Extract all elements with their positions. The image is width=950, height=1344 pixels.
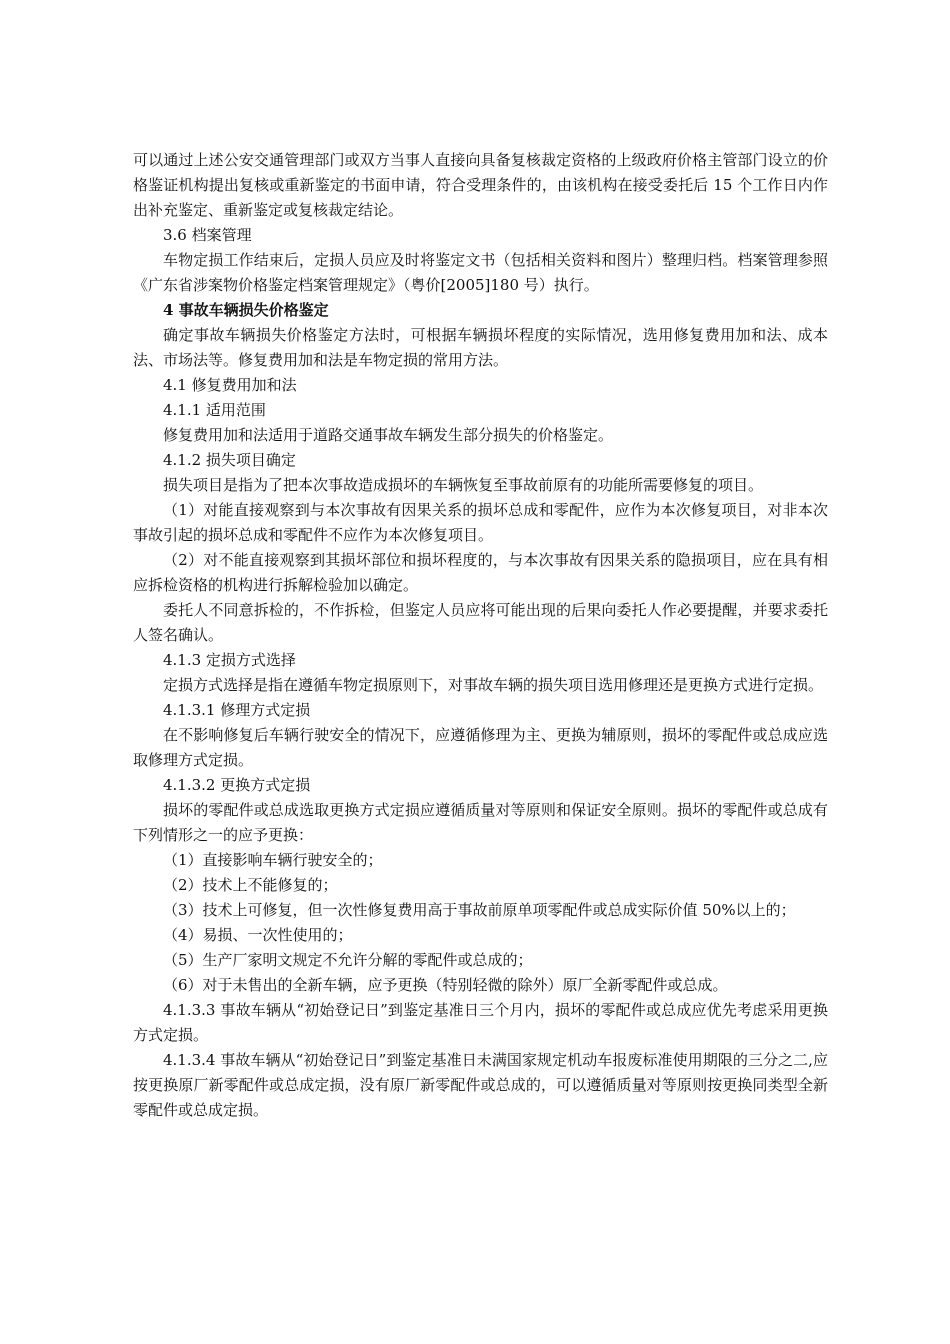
section-heading-4: 4 事故车辆损失价格鉴定 (163, 301, 329, 319)
paragraph-loss-items: 损失项目是指为了把本次事故造成损坏的车辆恢复至事故前原有的功能所需要修复的项目。 (163, 476, 764, 494)
document-body (133, 148, 828, 1123)
paragraph-continuation: 可以通过上述公安交通管理部门或双方当事人直接向具备复核裁定资格的上级政府价格主管部门设立的价格鉴证机构提出复核或重新鉴定的书面申请，符合受理条件的，由该机构在接受委托后 15 个工作日内作出补充鉴定、重新鉴定或复核裁定结论。 (133, 151, 828, 219)
list-item: （1）直接影响车辆行驶安全的； (163, 851, 383, 869)
paragraph-archive: 车物定损工作结束后，定损人员应及时将鉴定文书（包括相关资料和图片）整理归档。档案管理参照《广东省涉案物价格鉴定档案管理规定》（粤价[2005]180 号）执行。 (133, 251, 828, 294)
paragraph-methods: 确定事故车辆损失价格鉴定方法时，可根据车辆损坏程度的实际情况，选用修复费用加和法、成本法、市场法等。修复费用加和法是车物定损的常用方法。 (133, 326, 828, 369)
section-4-1-3-4: 4.1.3.4 事故车辆从“初始登记日”到鉴定基准日未满国家规定机动车报废标准使用期限的三分之二,应按更换原厂新零配件或总成定损，没有原厂新零配件或总成的，可以遵循质量对等原则按更换同类型全新零配件或总成定损。 (133, 1051, 828, 1119)
paragraph-replacement: 损坏的零配件或总成选取更换方式定损应遵循质量对等原则和保证安全原则。损坏的零配件或总成有下列情形之一的应予更换： (133, 801, 828, 844)
section-heading-4-1-3: 4.1.3 定损方式选择 (163, 651, 296, 669)
list-item: （2）技术上不能修复的； (163, 876, 338, 894)
paragraph-repair: 在不影响修复后车辆行驶安全的情况下，应遵循修理为主、更换为辅原则，损坏的零配件或总成应选取修理方式定损。 (133, 726, 828, 769)
section-heading-4-1-2: 4.1.2 损失项目确定 (163, 451, 296, 469)
section-heading-4-1: 4.1 修复费用加和法 (163, 376, 297, 394)
list-item: （6）对于未售出的全新车辆，应予更换（特别轻微的除外）原厂全新零配件或总成。 (163, 976, 728, 994)
section-heading-4-1-1: 4.1.1 适用范围 (163, 401, 266, 419)
paragraph-scope: 修复费用加和法适用于道路交通事故车辆发生部分损失的价格鉴定。 (163, 426, 614, 444)
list-item: （2）对不能直接观察到其损坏部位和损坏程度的，与本次事故有因果关系的隐损项目，应在具有相应拆检资格的机构进行拆解检验加以确定。 (133, 551, 828, 594)
list-item: （3）技术上可修复，但一次性修复费用高于事故前原单项零配件或总成实际价值 50%以上的； (163, 901, 796, 919)
section-heading-4-1-3-2: 4.1.3.2 更换方式定损 (163, 776, 311, 794)
section-heading-3-6: 3.6 档案管理 (163, 226, 252, 244)
list-item: （1）对能直接观察到与本次事故有因果关系的损坏总成和零配件，应作为本次修复项目，对非本次事故引起的损坏总成和零配件不应作为本次修复项目。 (133, 501, 828, 544)
paragraph-method-choice: 定损方式选择是指在遵循车物定损原则下，对事故车辆的损失项目选用修理还是更换方式进行定损。 (163, 676, 824, 694)
list-item: （5）生产厂家明文规定不允许分解的零配件或总成的； (163, 951, 533, 969)
section-4-1-3-3: 4.1.3.3 事故车辆从“初始登记日”到鉴定基准日三个月内，损坏的零配件或总成应优先考虑采用更换方式定损。 (133, 1001, 828, 1044)
paragraph-client-refusal: 委托人不同意拆检的，不作拆检，但鉴定人员应将可能出现的后果向委托人作必要提醒，并要求委托人签名确认。 (133, 601, 828, 644)
list-item: （4）易损、一次性使用的； (163, 926, 353, 944)
section-heading-4-1-3-1: 4.1.3.1 修理方式定损 (163, 701, 311, 719)
